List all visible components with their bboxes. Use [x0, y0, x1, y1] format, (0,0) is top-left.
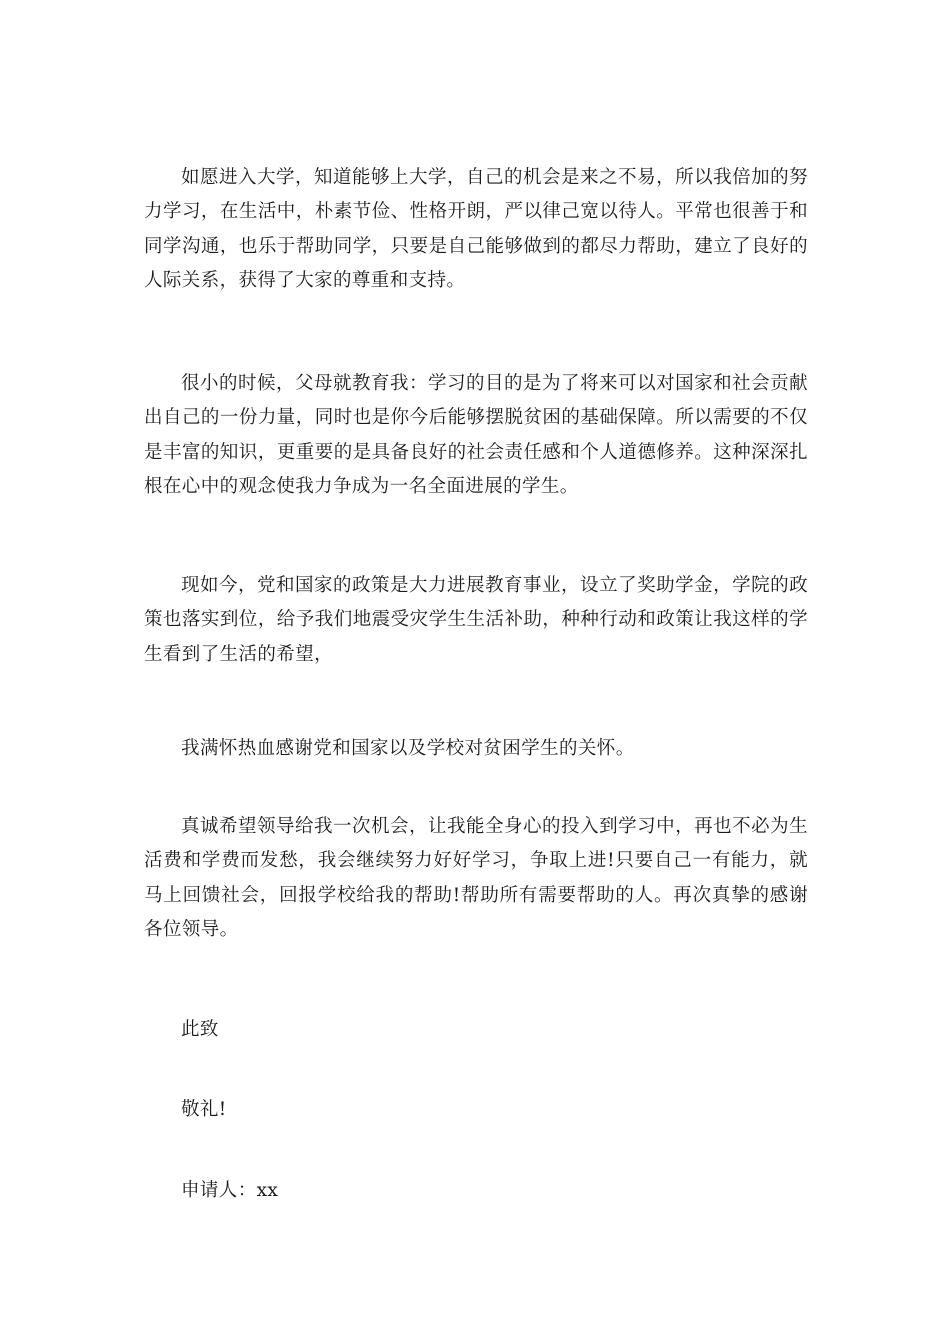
closing-salutation: 此致: [181, 1019, 219, 1040]
paragraph-parents-teaching: 很小的时候，父母就教育我：学习的目的是为了将来可以对国家和社会贡献出自己的一份力量，同时也是你今后能够摆脱贫困的基础保障。所以需要的不仅是丰富的知识，更重要的是具备良好的社会责任感和个人道德修养。这种深深扎根在心中的观念使我力争成为一名全面进展的学生。: [144, 373, 808, 498]
paragraph-request: 真诚希望领导给我一次机会，让我能全身心的投入到学习中，再也不必为生活费和学费而发愁，我会继续努力好好学习，争取上进!只要自己一有能力，就马上回馈社会，回报学校给我的帮助!帮助所有需要帮助的人。再次真挚的感谢各位领导。: [144, 816, 808, 941]
paragraph-university-life: 如愿进入大学，知道能够上大学，自己的机会是来之不易，所以我倍加的努力学习，在生活中，朴素节俭、性格开朗，严以律己宽以待人。平常也很善于和同学沟通，也乐于帮助同学，只要是自己能够做到的都尽力帮助，建立了良好的人际关系，获得了大家的尊重和支持。: [144, 167, 808, 292]
paragraph-national-policy: 现如今，党和国家的政策是大力进展教育事业，设立了奖助学金，学院的政策也落实到位，给予我们地震受灾学生生活补助，种种行动和政策让我这样的学生看到了生活的希望，: [144, 575, 808, 665]
applicant-signature: 申请人：xx: [181, 1180, 279, 1201]
closing-regards: 敬礼!: [181, 1099, 227, 1120]
paragraph-gratitude: 我满怀热血感谢党和国家以及学校对贫困学生的关怀。: [181, 738, 635, 759]
